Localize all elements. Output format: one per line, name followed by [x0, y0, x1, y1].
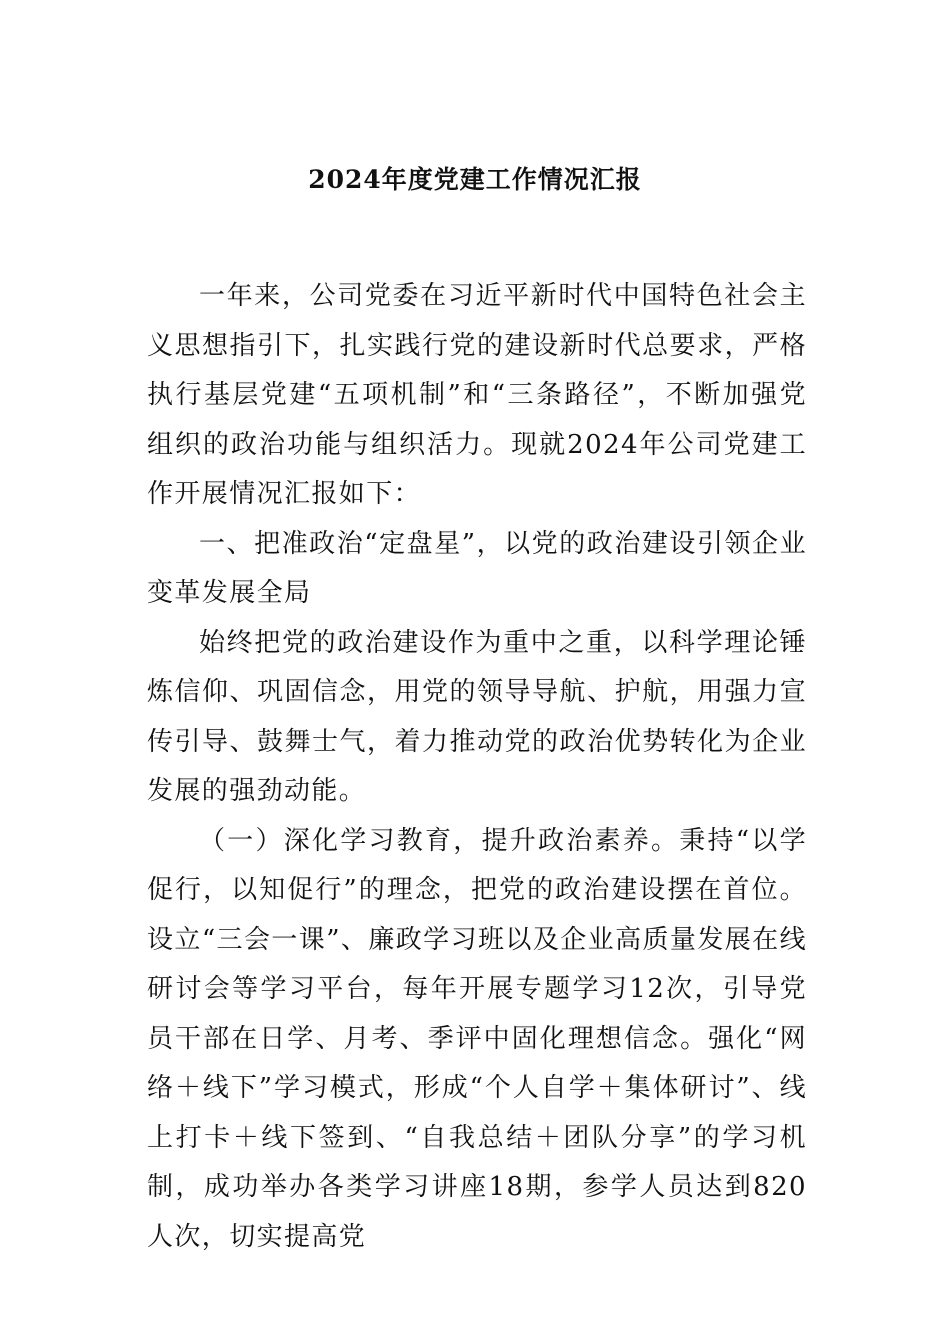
paragraph-section-1: 始终把党的政治建设作为重中之重，以科学理论锤炼信仰、巩固信念，用党的领导导航、护航，用强力宣传引导、鼓舞士气，着力推动党的政治优势转化为企业发展的强劲动能。: [147, 627, 807, 806]
document-body: [147, 272, 807, 1262]
paragraph-subsection-1: （一）深化学习教育，提升政治素养。秉持“以学促行，以知促行”的理念，把党的政治建设摆在首位。设立“三会一课”、廉政学习班以及企业高质量发展在线研讨会等学习平台，每年开展专题学习12次，引导党员干部在日学、月考、季评中固化理想信念。强化“网络＋线下”学习模式，形成“个人自学＋集体研讨”、线上打卡＋线下签到、“自我总结＋团队分享”的学习机制，成功举办各类学习讲座18期，参学人员达到820人次，切实提高党: [147, 825, 807, 1252]
section-heading-1: 一、把准政治“定盘星”，以党的政治建设引领企业变革发展全局: [147, 528, 807, 608]
document-title: 2024年度党建工作情况汇报: [308, 165, 642, 194]
paragraph-intro: 一年来，公司党委在习近平新时代中国特色社会主义思想指引下，扎实践行党的建设新时代总要求，严格执行基层党建“五项机制”和“三条路径”，不断加强党组织的政治功能与组织活力。现就2024年公司党建工作开展情况汇报如下：: [147, 281, 807, 509]
